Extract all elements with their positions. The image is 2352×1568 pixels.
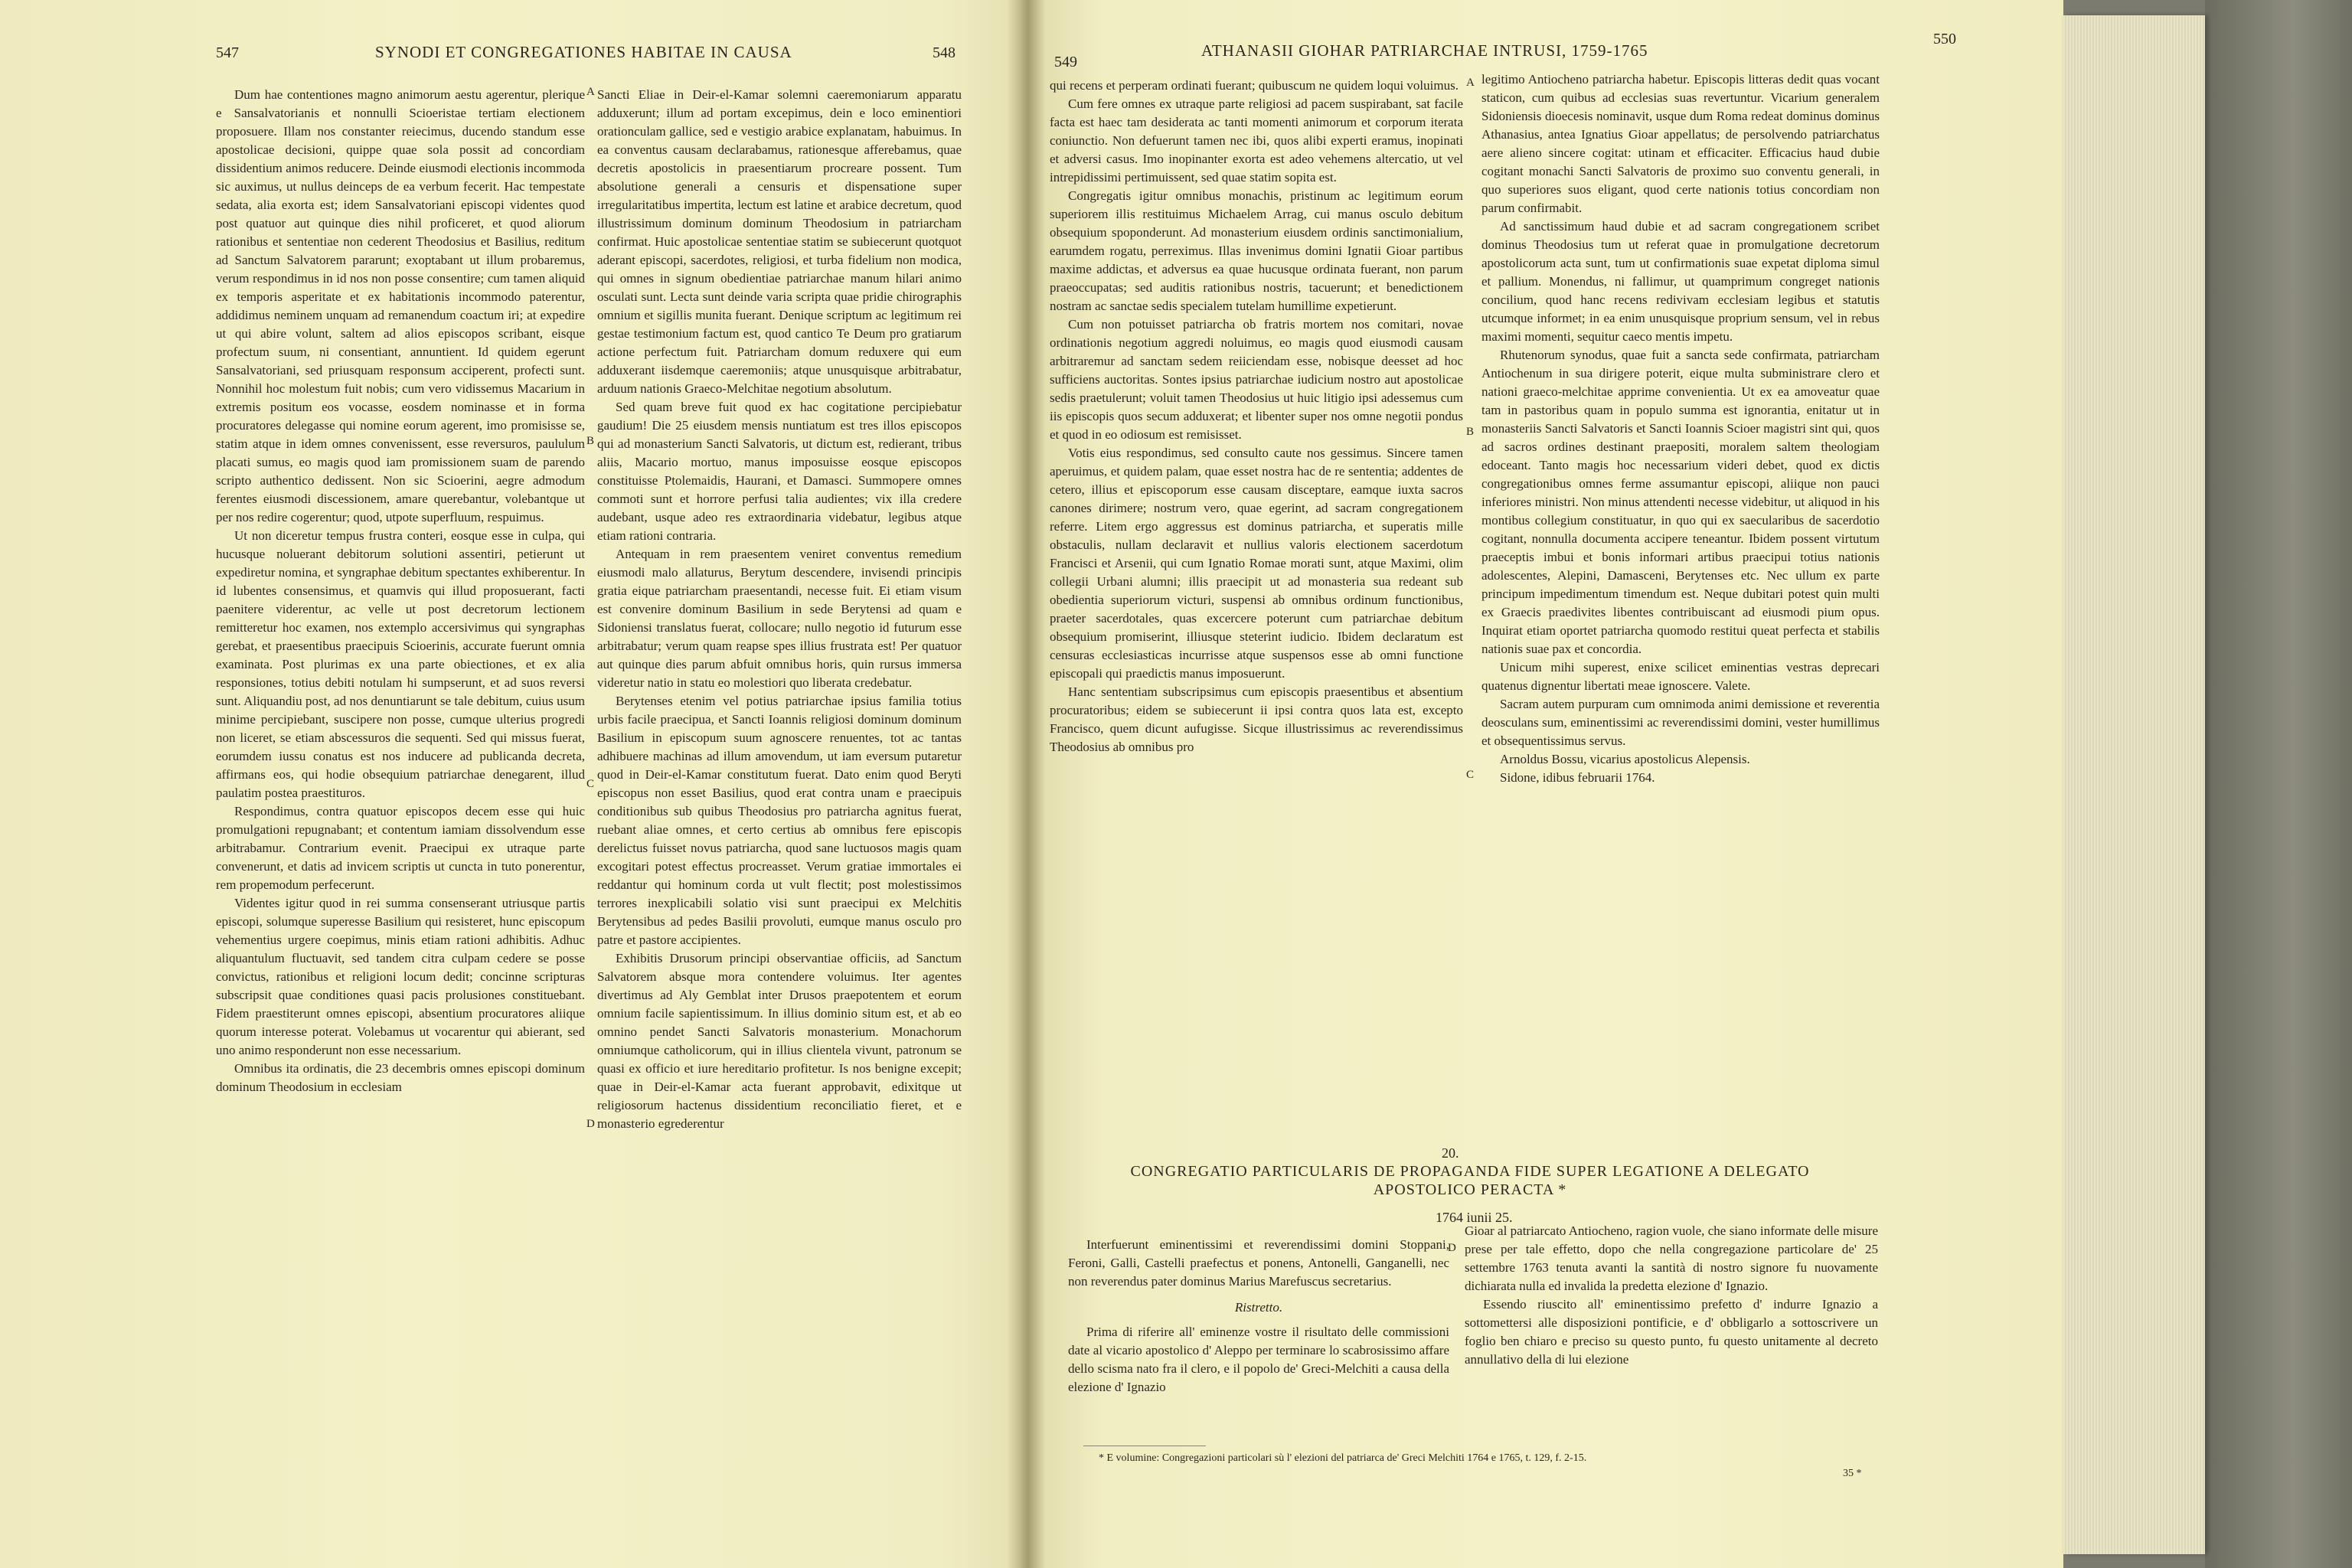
signature: Arnoldus Bossu, vicarius apostolicus Alepensis. xyxy=(1500,752,1750,766)
book-gutter xyxy=(1007,0,1045,1568)
paragraph: Ut non diceretur tempus frustra conteri, eosque esse in culpa, qui hucusque noluerant debitorum solutioni assentiri, petierunt ut expediretur nomina, et syngraphae debitum spectantes exhiberentur. In id lubentes consensimus, et quamvis qui illud proposuerant, facti paenitere viderentur, ac velle ut post decretorum lectionem remitteretur hoc examen, nos extemplo accersivimus qui syngraphas gerebat, et praesentibus praecipuis Scioerinis, accurate fuerunt omnia examinata. Post plurimas ex una parte obiectiones, et ex alia responsiones, totius debiti notulam hi sumpserunt, et ad suos reversi sunt. Aliquandiu post, ad nos denuntiarunt se tale debitum, cuius usum minime percipiebant, suscipere non posse, cumque ulterius progredi non liceret, se etiam abscessuros die sequenti. Sed qui missus fuerat, eorumdem iussu conatus est nos inducere ad publicanda decreta, affirmans eos, qui hodie obsequium patriarchae denegarent, illud paulatim postea praestituros. xyxy=(216,528,585,800)
paragraph: Congregatis igitur omnibus monachis, pristinum ac legitimum eorum superiorem illis restituimus Michaelem Arrag, cui manus osculo debitum obsequium spoponderunt. Ad monasterium eiusdem ordinis sanctimonialium, earumdem rogatu, perreximus. Illas invenimus domini Ignatii Gioar partibus maxime addictas, et adversus ea quae hucusque ordinata fuerant, non parum praeoccupatas; sed auditis rationibus nostris, tacuerunt; et benedictionem nostram ac sanctae sedis specialem tutelam humillime expetierunt. xyxy=(1050,188,1463,313)
paragraph: Videntes igitur quod in rei summa consenserant utriusque partis episcopi, solumque superesse Basilium qui resisteret, hunc episcopum vehementius urgere coepimus, minis etiam rationi adhibitis. Adhuc aliquantulum fluctuavit, sed tandem citra culpam cedere se posse convictus, rationibus et religioni locum dedit; concinne scripturas subscripsit quae conditiones quasi pacis prolusiones constituebant. Fidem praestiterunt omnes episcopi, absentium procuratores aliique quorum interesse poterat. Volebamus ut vocarentur qui abierant, sed uno animo responderunt non esse necessarium. xyxy=(216,896,585,1057)
paragraph: Rhutenorum synodus, quae fuit a sancta sede confirmata, patriarcham Antiochenum in sua dirigere poterit, eique multa subministrare clero et nationi graeco-melchitae apprime convenientia. Ut ex ea amoveatur quae tam in pastoribus quam in populo summa est ignorantia, enitatur ut in monasteriis Sancti Salvatoris et Sancti Ioannis Scioer magistri sint qui, quos ad sacros ordines destinant praepositi, moralem saltem theologiam edoceant. Tanto magis hoc necessarium videri debet, quod ex dictis congregationibus omnes ferme assumantur episcopi, aliique non pauci inferiores ministri. Non minus attendenti necesse videbitur, ut aliquod in his montibus collegium constituatur, in quo qui ex saecularibus de sacerdotio cogitant, nonnulla documenta accipere teneantur. Ibidem possent virtutum praeceptis imbui et bonis informari artibus praecipui totius nationis adolescentes, Alepini, Damasceni, Berytenses etc. Nec ullum ex parte principum impedimentum timendum est. Neque dubitari potest quin multi ex Graecis praedivites libentes contribuiscant ad eiusmodi pium opus. Inquirat etiam oportet patriarcha quomodo restitui queat perfecta et stabilis nationis suae pax et concordia. xyxy=(1481,348,1880,656)
paragraph: Cum fere omnes ex utraque parte religiosi ad pacem suspirabant, sat facile facta est haec tam desiderata ac tanti momenti animorum et corporum iterata coniunctio. Non defuerunt tamen nec ibi, quos alibi experti eramus, inopinati et adversi casus. Imo inopinanter exorta est adeo vehemens altercatio, ut vel intrepidissimi pertimuissent, sed quae statim sopita est. xyxy=(1050,96,1463,185)
paragraph: Unicum mihi superest, enixe scilicet eminentias vestras deprecari quatenus dignentur libertati meae ignoscere. Valete. xyxy=(1481,660,1880,693)
right-page-number-outer: 549 xyxy=(1054,54,1077,70)
paragraph: Sed quam breve fuit quod ex hac cogitatione percipiebatur gaudium! Die 25 eiusdem mensis nuntiatum est tres illos episcopos qui ad monasterium Sancti Salvatoris, ut dictum est, redierant, tribus aliis, Macario mortuo, manus imposuisse eosque episcopos constituisse Ptolemaidis, Haurani, et Damasci. Summopere omnes commoti sunt et horrore perfusi talia audientes; vix illa credere audebant, usque adeo res extraordinaria videbatur, legibus atque etiam rationi contraria. xyxy=(597,400,962,543)
left-column-1 xyxy=(216,86,585,1096)
paragraph: Sancti Eliae in Deir-el-Kamar solemni caeremoniarum apparatu adduxerunt; illum ad portam excepimus, dein e loco eminentiori orationculam gallice, sed e vestigio arabice explanatam, habuimus. In ea conventus causam declarabamus, rationesque afferebamus, quae decretis apostolicis in praesentiarum procreare possent. Tum absolutione generali a censuris et dispensatione super irregularitatibus impertita, lectum est latine et arabice decretum, quod illustrissimum dominum dominum Theodosium in patriarcham confirmat. Huic apostolicae sententiae statim se subiecerunt quotquot aderant episcopi, sacerdotes, religiosi, et turba fidelium non modica, qui omnes in signum obedientiae patriarchae manum hilari animo osculati sunt. Lecta sunt deinde varia scripta quae pridie chirographis omnium et sigillis munita fuerant. Denique scriptum ac legitimum rei gestae testimonium factum est, quod cantico Te Deum pro gratiarum actione perfectum fuit. Patriarcham domum reduxere qui eum adduxerant iisdemque caeremoniis; atque unusquisque arbitrabatur, arduum nationis Graeco-Melchitae negotium absolutum. xyxy=(597,87,962,396)
paragraph: legitimo Antiocheno patriarcha habetur. Episcopis litteras dedit quas vocant staticon, cum quibus ad ecclesias suas revertuntur. Vicarium generalem Sidoniensis dioecesis nominavit, usque dum Roma redeat dominus dominus Athanasius, antea Ignatius Gioar appellatus; de persolvendo patriarchatus aere alieno sincere cogitat: utinam et efficaciter. Efficacius haud dubie cogitant monachi Sancti Salvatoris de proximo suo conventu generali, in quo superiores suos eligant, quod certe nationis totius concordiam non parum confirmabit. xyxy=(1481,72,1880,215)
margin-letter-b: B xyxy=(1466,426,1475,438)
section-column-1 xyxy=(1068,1236,1449,1396)
paragraph: Berytenses etenim vel potius patriarchae ipsius familia totius urbis facile praecipua, et Sancti Ioannis religiosi dominum dominum Basilium in episcopum suum agnoscere renuentes, tot ac tantas adhibuere machinas ad illum amovendum, ut iam eversum putaretur quod in Deir-el-Kamar constitutum fuerat. Dato enim quod Beryti episcopus non esset Basilius, quod erat contra unam e praecipuis conditionibus sub quibus Theodosius pro patriarcha agnitus fuerat, ruebant aliae omnes, et certo certius ab omnibus fere episcopis derelictus fuisset novus patriarcha, quod sane luctuosos magis quam excogitari potest effectus procreasset. Verum gratiae immortales ei reddantur qui hominum corda ut vult flectit; post molestissimos terrores inexplicabili solatio visi sunt praecipui ex Melchitis Berytensibus ad pedes Basilii provoluti, eumque manus osculo pro patre et pastore accipientes. xyxy=(597,694,962,947)
margin-letter-c: C xyxy=(1466,769,1475,781)
section-title-line-1: CONGREGATIO PARTICULARIS DE PROPAGANDA FIDE SUPER LEGATIONE A DELEGATO xyxy=(1130,1163,1810,1180)
margin-letter-c: C xyxy=(586,778,595,790)
margin-letter-a: A xyxy=(1466,77,1475,89)
margin-letter-a: A xyxy=(586,86,595,98)
paragraph: Omnibus ita ordinatis, die 23 decembris omnes episcopi dominum dominum Theodosium in ecclesiam xyxy=(216,1061,585,1094)
margin-letter-d: D xyxy=(1448,1242,1456,1254)
paragraph: Sacram autem purpuram cum omnimoda animi demissione et reverentia deosculans sum, eminentissimi ac reverendissimi domini, vester humillimus et obsequentissimus servus. xyxy=(1481,697,1880,748)
paragraph: Essendo riuscito all' eminentissimo prefetto d' indurre Ignazio a sottomettersi alle disposizioni pontificie, e d' obbligarlo a sottoscrivere un foglio ben chiaro e preciso su questo punto, fu questo unitamente al decreto annullativo della di lui elezione xyxy=(1465,1297,1878,1367)
paragraph: qui recens et perperam ordinati fuerant; quibuscum ne quidem loqui voluimus. xyxy=(1050,78,1459,93)
right-column-1 xyxy=(1050,77,1463,756)
section-date: 1764 iunii 25. xyxy=(1436,1210,1513,1225)
paragraph: Interfuerunt eminentissimi et reverendissimi domini Stoppani, Feroni, Galli, Castelli praefectus et ponens, Antonelli, Ganganelli, nec non reverendus pater dominus Marius Marefuscus secretarius. xyxy=(1068,1237,1449,1289)
page-block-edges xyxy=(2063,15,2205,1554)
dateline: Sidone, idibus februarii 1764. xyxy=(1500,770,1655,785)
left-page-number-outer: 547 xyxy=(216,44,239,61)
paragraph: Exhibitis Drusorum principi observantiae officiis, ad Sanctum Salvatorem absque mora contendere voluimus. Iter agentes divertimus ad Aly Gemblat inter Drusos praepotentem et eorum omnium facile sapientissimum. In illius dominio situm est, et ab eo omnino pendet Sancti Salvatoris monasterium. Monachorum omniumque catholicorum, qui in illius clientela vivunt, patronum se quasi ex officio et iure hereditario profitetur. Is nos benigne excepit; quae in Deir-el-Kamar acta fuerant approbavit, edixitque ut religiosorum hactenus dissidentium reconciliatio fieret, et e monasterio egrederentur xyxy=(597,951,962,1131)
signature-mark: 35 * xyxy=(1843,1468,1862,1479)
left-running-head: SYNODI ET CONGREGATIONES HABITAE IN CAUSA xyxy=(375,43,792,61)
footnote: * E volumine: Congregazioni particolari sù l' elezioni del patriarca de' Greci Melchiti 1764 e 1765, t. 129, f. 2-15. xyxy=(1099,1452,1587,1464)
paragraph: Prima di riferire all' eminenze vostre il risultato delle commissioni date al vicario apostolico d' Aleppo per terminare lo scabrosissimo affare dello scisma nato fra il clero, e il popolo de' Greci-Melchiti a causa della elezione d' Ignazio xyxy=(1068,1325,1449,1394)
paragraph: Votis eius respondimus, sed consulto caute nos gessimus. Sincere tamen aperuimus, et quidem palam, quae esset nostra hac de re sententia; addentes de cetero, illius et episcoporum esse causam disceptare, eamque iuxta sacros canones dirimere; nostrum vero, quae egerint, ad sacram congregationem referre. Litem ergo aggressus est dominus patriarcha, et superatis mille obstaculis, nullam declaravit et nullius valoris electionem sacerdotum Francisci et Arsenii, qui cum Ignatio Romae morati sunt, atque Maximi, olim collegii Urbani alumni; illis praecipit ut ad monasteria sua redeant sub obedientia superiorum victuri, suspensi ab omnibus ordinum functionibus, praeter sacerdotales, quas excercere poterunt cum patriarchae debitum obsequium promiserint, illiusque steterint iudicio. Ibidem declaratum est censuras ecclesiasticas incurrisse atque suspensos esse ab omni functione episcopali qui praedictis manus imposuerunt. xyxy=(1050,446,1463,681)
paragraph: Gioar al patriarcato Antiocheno, ragion vuole, che siano informate delle misure prese per tale effetto, dopo che nella congregazione particolare de' 25 settembre 1763 tenuta avanti la santità di nostro signore fu nuovamente dichiarata nulla ed invalida la predetta elezione d' Ignazio. xyxy=(1465,1223,1878,1293)
left-column-2 xyxy=(597,86,962,1133)
section-title xyxy=(1053,1162,1887,1199)
paragraph: Respondimus, contra quatuor episcopos decem esse qui huic promulgationi repugnabant; et contentum iamiam dissolvendum esse arbitrabamur. Contrarium evenit. Praecipui ex utraque parte convenerunt, et datis ad invicem scriptis ut cuncta in tuto ponerentur, rem propemodum perfecerunt. xyxy=(216,804,585,892)
paragraph: Ad sanctissimum haud dubie et ad sacram congregationem scribet dominus Theodosius tum ut referat quae in promulgatione decretorum apostolicorum acta sunt, tum ut confirmationis suae expetat diploma simul et pallium. Monendus, ni fallimur, ut quamprimum congreget nationis concilium, quod hanc recens redivivam ecclesiam legibus et statutis utcumque informet; in ea enim unusquisque proprium sensum, vel in rebus maximi momenti, sequitur caeco mentis impetu. xyxy=(1481,219,1880,344)
right-page xyxy=(1022,0,2063,1568)
paragraph: Antequam in rem praesentem veniret conventus remedium eiusmodi malo allaturus, Berytum descendere, invisendi principis gratia eique patriarcham praesentandi, necesse fuit. Ei etiam visum est convenire dominum Basilium in sede Berytensi ad quam e Sidoniensi translatus fuerat, collocare; nullo negotio id futurum esse arbitrabatur; verum quam reapse spes illius frustrata est! Per quatuor aut quinque dies parum abfuit omnibus horis, quin rursus immersa videretur natio in statu eo molestiori quo liberata credebatur. xyxy=(597,547,962,690)
right-page-number-inner: 550 xyxy=(1933,31,1956,47)
right-column-2 xyxy=(1481,70,1880,787)
paragraph: Cum non potuisset patriarcha ob fratris mortem nos comitari, novae ordinationis negotium aggredi noluimus, eo magis quod eiusmodi causam arbitraremur ad sanctam sedem reiiciendam esse, nobisque deesset ad hoc sufficiens auctoritas. Sontes ipsius patriarchae iudicium nostro aut apostolicae sedis praetulerunt; voluit tamen Theodosius ut huic litigio ipsi adessemus cum iis episcopis quos secum adduxerat; et libenter super nos omne negotii pondus et quod in eo odiosum est remisisset. xyxy=(1050,317,1463,442)
section-number: 20. xyxy=(1442,1145,1459,1161)
left-page xyxy=(0,0,1022,1568)
margin-letter-d: D xyxy=(586,1118,595,1130)
subheading: Ristretto. xyxy=(1234,1300,1283,1315)
paragraph: Dum hae contentiones magno animorum aestu agerentur, plerique e Sansalvatorianis et nonnulli Scioeristae tertiam electionem proposuere. Illam nos constanter reiecimus, ducendo standum esse apostolicae decisioni, quippe quae sola possit ad concordiam dissidentium animos reducere. Deinde eiusmodi electionis incommoda sic auximus, ut nullus deinceps de ea verbum fecerit. Hac tempestate sedata, alia exorta est; idem Sansalvatoriani episcopi videntes quod post quatuor aut quinque dies nihil proficeret, et quod aliorum rationibus et sententiae non cederent Theodosius et Basilius, reditum ad Sanctum Salvatorem pararunt; exoptabant ut illum probaremus, verum respondimus in id nos non posse consentire; cum tamen aliquid ex temporis asperitate et ex habitationis incommodo paterentur, addidimus neminem unquam ad remanendum coactum iri; at expedire ut qui abire volunt, saltem ad alios episcopos scribant, eisque profectum suum, ni consentiant, annuntient. Id quidem egerunt Sansalvatoriani, sed priusquam responsum acciperent, profecti sunt. Nonnihil hoc molestum fuit nobis; cum vero vidissemus Macarium in extremis positum eos vocasse, eosdem nominasse et in forma procuratores delegasse qui nomine eorum agerent, imo promisisse se, statim atque in idem omnes convenissent, esse reversuros, paululum placati sumus, eo magis quod iam promissionem suam de parendo scripto authentico dedissent. Non sic Scioerini, aegre admodum ferentes eiusmodi discessionem, amare querebantur, volebantque ut per nos redire cogerentur; quod, utpote superfluum, respuimus. xyxy=(216,87,585,524)
section-title-line-2: APOSTOLICO PERACTA * xyxy=(1373,1181,1567,1198)
margin-letter-b: B xyxy=(586,435,595,447)
right-running-head: ATHANASII GIOHAR PATRIARCHAE INTRUSI, 1759-1765 xyxy=(1201,41,1648,60)
left-page-number-inner: 548 xyxy=(933,44,956,61)
paragraph: Hanc sententiam subscripsimus cum episcopis praesentibus et absentium procuratoribus; eidem se subiecerunt ii ipsi contra quos lata est, excepto Francisco, quem dicunt aufugisse. Sicque illustrissimus ac reverendissimus Theodosius ab omnibus pro xyxy=(1050,684,1463,754)
section-column-2 xyxy=(1465,1222,1878,1369)
